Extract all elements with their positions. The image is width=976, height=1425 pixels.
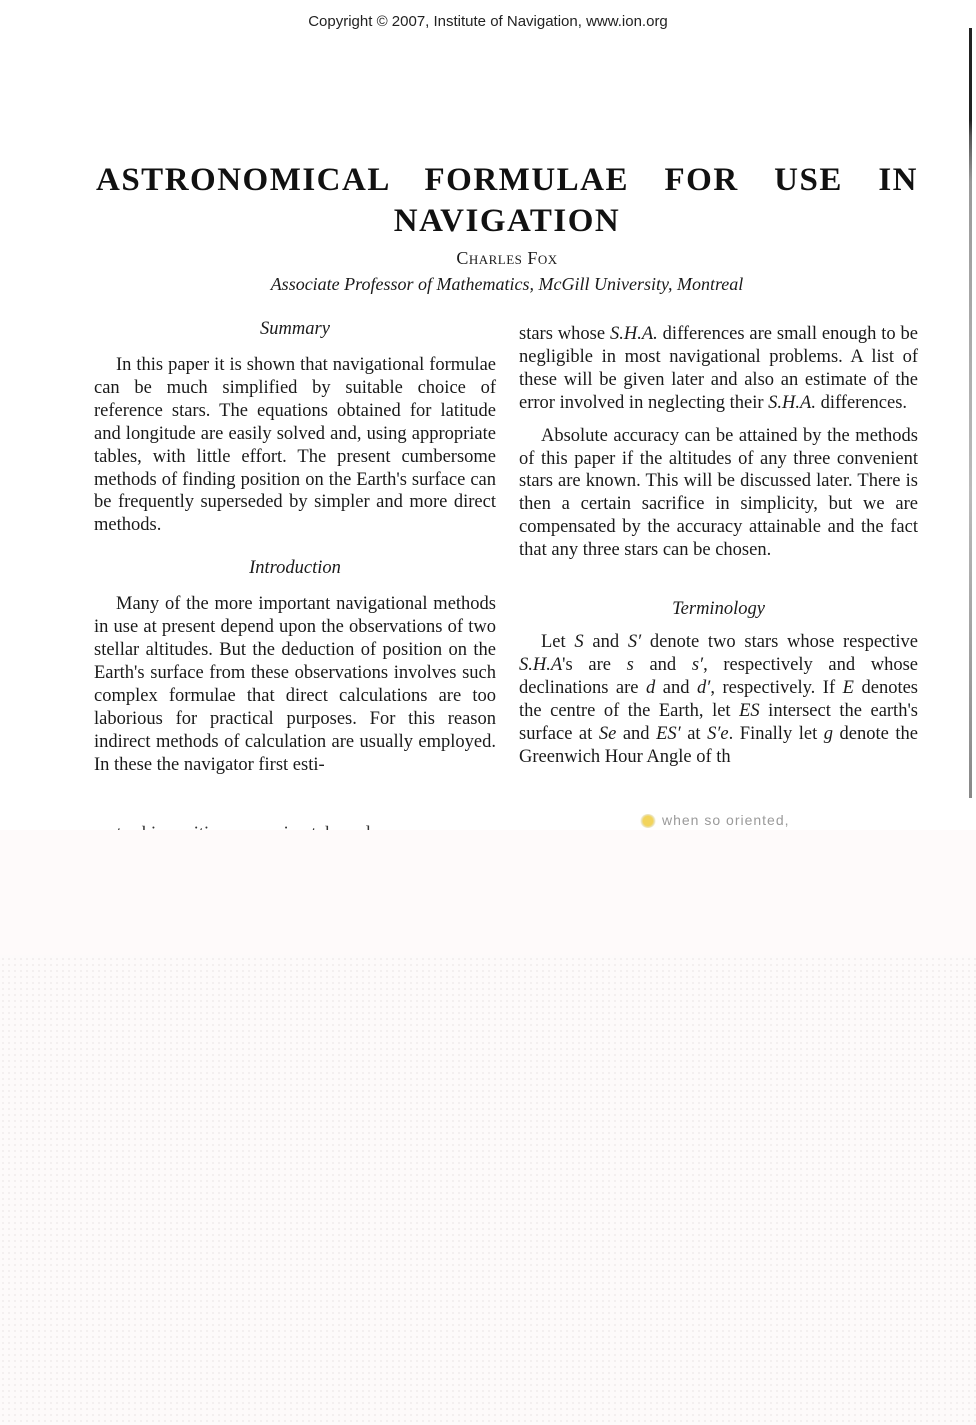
scan-edge-shadow <box>969 28 972 798</box>
left-column <box>94 318 496 777</box>
summary-heading: Summary <box>260 319 330 339</box>
smudge-icon <box>640 814 656 828</box>
summary-paragraph: In this paper it is shown that navigational formulae can be much simplified by suitable choice of reference stars. The equations obtained for latitude and longitude are easily solved and, using appropriate tables, with little effort. The present cumbersome methods of finding position on the Earth's surface can be frequently superseded by simpler and more direct methods. <box>94 355 496 536</box>
terminology-heading: Terminology <box>672 599 765 620</box>
author-name: Charles Fox <box>456 248 558 268</box>
accuracy-paragraph: Absolute accuracy can be attained by the methods of this paper if the altitudes of any three convenient stars are known. This will be discussed later. There is then a certain sacrifice in simplicity, but we are compensated by the accuracy attainable and the fact that any three stars can be chosen. <box>519 425 918 561</box>
introduction-heading: Introduction <box>249 558 341 579</box>
continuation-paragraph: stars whose S.H.A. differences are small enough to be negligible in most navigational problems. A list of these will be given later and also an estimate of the error involved in neglecting their S.H.A. differences. <box>519 324 918 413</box>
title-line-1: ASTRONOMICAL FORMULAE FOR USE IN <box>96 162 918 198</box>
title-line-2: NAVIGATION <box>393 203 621 239</box>
paper-title <box>96 160 918 242</box>
overlapping-fragment-text: when so oriented, <box>662 812 790 828</box>
right-column <box>519 323 918 769</box>
terminology-paragraph: Let S and S′ denote two stars whose respective S.H.A's are s and s′, respectively and whose declinations are d and d′, respectively. If E denotes the centre of the Earth, let ES intersect the earth's surface at Se and ES′ at S′e. Finally let g denote the Greenwich Hour Angle of th <box>519 632 919 767</box>
author-affiliation: Associate Professor of Mathematics, McGill University, Montreal <box>270 274 744 294</box>
introduction-paragraph: Many of the more important navigational methods in use at present depend upon the observations of two stellar altitudes. But the deduction of position on the Earth's surface from these observations involves such complex formulae that direct calculations are too laborious for practical purposes. For this reason indirect methods of calculation are usually employed. In these the navigator first esti- <box>94 594 496 775</box>
copyright-notice: Copyright © 2007, Institute of Navigation, www.ion.org <box>308 13 668 30</box>
blank-band <box>0 830 976 955</box>
blank-dotted-area <box>0 830 976 1425</box>
